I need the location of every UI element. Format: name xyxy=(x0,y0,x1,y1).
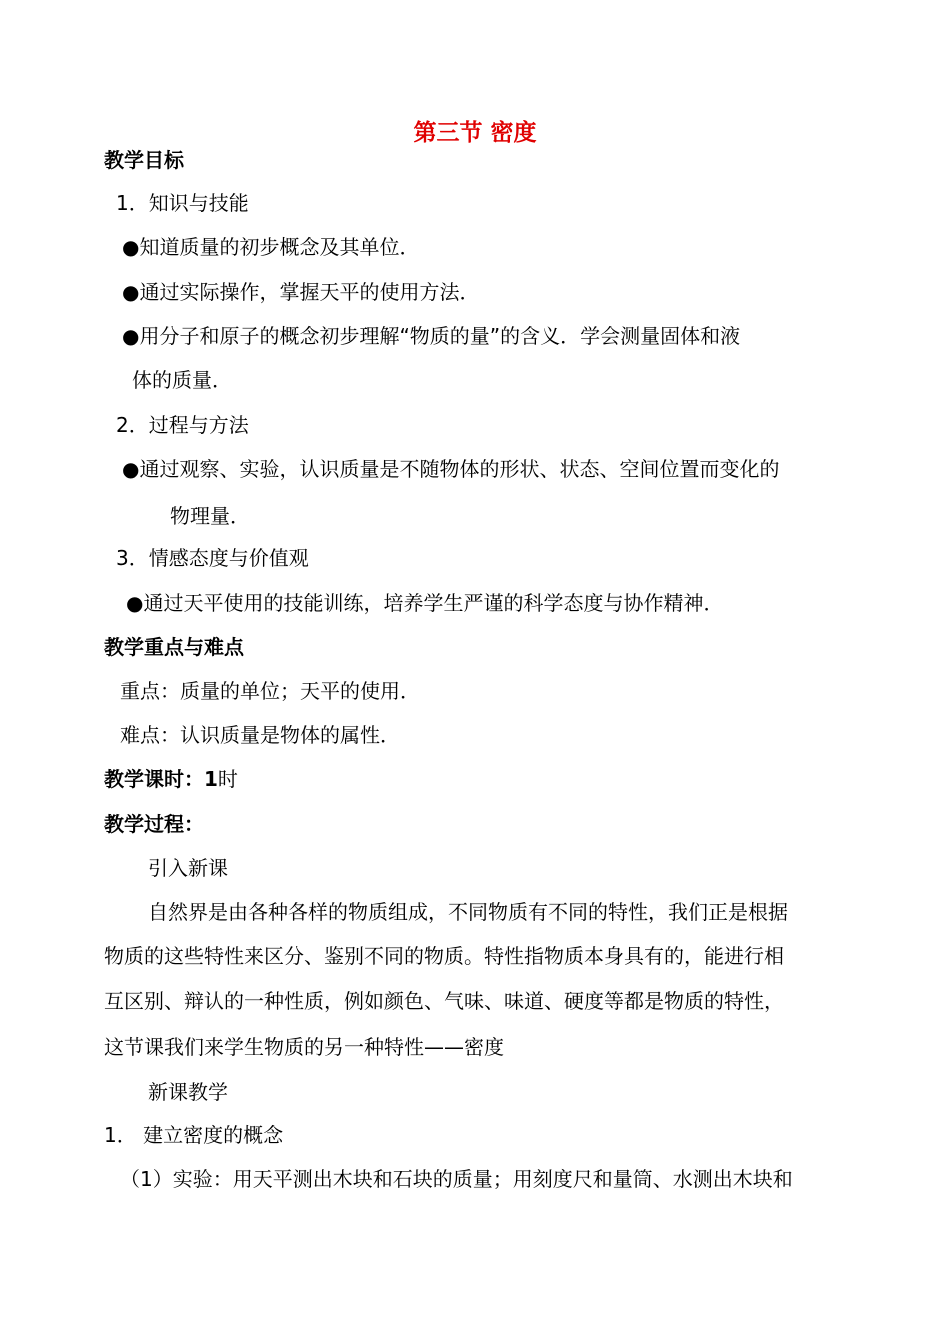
intro-paragraph-line-4: 这节课我们来学生物质的另一种特性——密度 xyxy=(104,1035,504,1059)
lesson-hours-label: 教学课时： xyxy=(104,767,204,791)
intro-heading: 引入新课 xyxy=(148,856,228,880)
experiment-line-1: （1）实验：用天平测出木块和石块的质量；用刻度尺和量筒、水测出木块和 xyxy=(120,1167,793,1191)
objective-3-heading: 3．情感态度与价值观 xyxy=(116,546,309,570)
objective-3-bullet-1: ●通过天平使用的技能训练，培养学生严谨的科学态度与协作精神． xyxy=(126,591,724,615)
objective-2-bullet-1-line-2: 物理量． xyxy=(170,504,250,528)
new-lesson-heading: 新课教学 xyxy=(148,1080,228,1104)
lesson-hours-unit: 时 xyxy=(217,767,238,791)
intro-paragraph-line-1: 自然界是由各种各样的物质组成，不同物质有不同的特性，我们正是根据 xyxy=(148,900,788,924)
objective-1-bullet-3-line-1: ●用分子和原子的概念初步理解“物质的量”的含义．学会测量固体和液 xyxy=(122,324,741,348)
objective-2-bullet-1-line-1: ●通过观察、实验，认识质量是不随物体的形状、状态、空间位置而变化的 xyxy=(122,457,780,481)
objective-1-heading: 1．知识与技能 xyxy=(116,191,249,215)
keypoint-text: 重点：质量的单位；天平的使用． xyxy=(120,679,420,703)
lesson-hours xyxy=(104,766,238,792)
page-title: 第三节 密度 xyxy=(413,120,537,146)
difficulty-text: 难点：认识质量是物体的属性． xyxy=(120,723,400,747)
objective-2-heading: 2．过程与方法 xyxy=(116,413,249,437)
objective-1-bullet-1: ●知道质量的初步概念及其单位． xyxy=(122,235,420,259)
objective-1-bullet-2: ●通过实际操作，掌握天平的使用方法． xyxy=(122,280,480,304)
intro-paragraph-line-3: 互区别、辩认的一种性质，例如颜色、气味、味道、硬度等都是物质的特性， xyxy=(104,989,784,1013)
objective-1-bullet-3-line-2: 体的质量． xyxy=(132,368,232,392)
concept-heading: 1． 建立密度的概念 xyxy=(104,1123,284,1147)
lesson-hours-value: 1 xyxy=(204,767,218,791)
process-heading: 教学过程： xyxy=(104,812,204,836)
keypoints-heading: 教学重点与难点 xyxy=(104,635,244,659)
objectives-heading: 教学目标 xyxy=(104,148,184,172)
intro-paragraph-line-2: 物质的这些特性来区分、鉴别不同的物质。特性指物质本身具有的，能进行相 xyxy=(104,944,784,968)
